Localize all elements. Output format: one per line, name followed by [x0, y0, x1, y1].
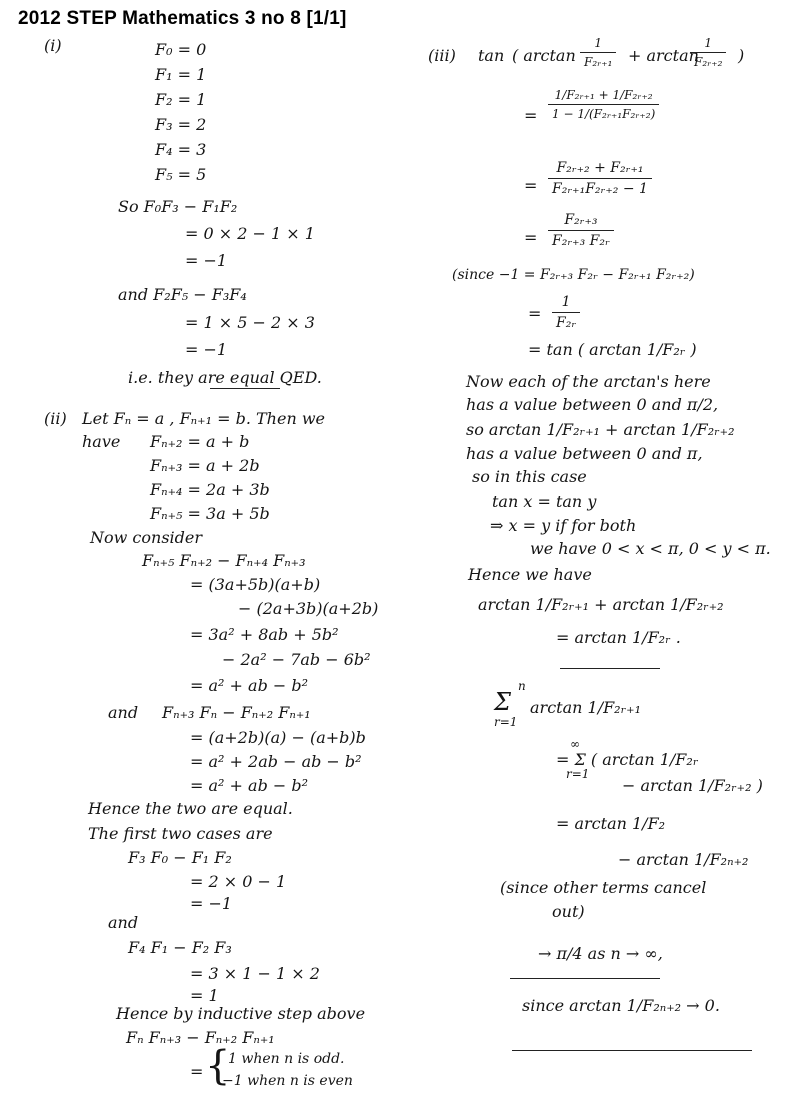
part-ii-label: (ii): [44, 409, 67, 428]
fraction: [548, 160, 652, 197]
line: r=1: [566, 767, 590, 781]
line: arctan 1/F₂ᵣ₊₁ + arctan 1/F₂ᵣ₊₂: [478, 595, 724, 614]
line: −1 when n is even: [222, 1073, 353, 1089]
line: = a² + 2ab − ab − b²: [190, 752, 362, 771]
fraction-denominator: F₂ᵣ₊₁F₂ᵣ₊₂ − 1: [552, 181, 648, 197]
line: =: [190, 1062, 204, 1081]
line: = 3a² + 8ab + 5b²: [190, 625, 339, 644]
fraction-numerator: F₂ᵣ₊₃: [548, 212, 614, 231]
line: have: [82, 432, 121, 451]
line-eq2: = −1: [185, 251, 228, 270]
line: 1 when n is odd.: [228, 1051, 345, 1067]
line-F5: F₅ = 5: [155, 165, 207, 184]
line: = −1: [190, 894, 233, 913]
line: = 3 × 1 − 1 × 2: [190, 964, 320, 983]
line: Hence by inductive step above: [116, 1004, 366, 1023]
line-F3: F₃ = 2: [155, 115, 207, 134]
fraction-denominator: F₂ᵣ₊₂: [694, 55, 723, 69]
fraction: [552, 294, 580, 331]
tan-label: tan: [478, 46, 505, 65]
line: so arctan 1/F₂ᵣ₊₁ + arctan 1/F₂ᵣ₊₂: [466, 420, 735, 439]
line: and: [108, 703, 139, 722]
line: F₃ F₀ − F₁ F₂: [128, 848, 232, 867]
fraction-denominator: 1 − 1/(F₂ᵣ₊₁F₂ᵣ₊₂): [552, 107, 656, 121]
line: = arctan 1/F₂: [556, 814, 666, 833]
line: =: [524, 228, 538, 247]
line: Let Fₙ = a , Fₙ₊₁ = b. Then we: [82, 409, 326, 428]
line: n: [518, 679, 526, 693]
brace-icon: {: [205, 1043, 231, 1089]
fraction: [580, 36, 616, 69]
line: → π/4 as n → ∞,: [538, 944, 663, 963]
line: so in this case: [472, 467, 587, 486]
fraction: [548, 212, 614, 249]
line: Fₙ₊₅ Fₙ₊₂ − Fₙ₊₄ Fₙ₊₃: [142, 551, 306, 570]
line: arctan 1/F₂ᵣ₊₁: [530, 698, 642, 717]
line: =: [524, 106, 538, 125]
divider: [560, 668, 660, 669]
line: Hence we have: [468, 565, 592, 584]
line: =: [528, 304, 542, 323]
line: Now consider: [90, 528, 202, 547]
fraction: [690, 36, 726, 69]
line: Hence the two are equal.: [88, 799, 293, 818]
fraction-denominator: F₂ᵣ₊₃ F₂ᵣ: [552, 233, 610, 249]
line: r=1: [494, 715, 518, 729]
fraction-denominator: F₂ᵣ₊₁: [584, 55, 613, 69]
line: + arctan: [628, 46, 699, 65]
line: out): [552, 902, 585, 921]
line: = a² + ab − b²: [190, 676, 309, 695]
line-F4: F₄ = 3: [155, 140, 207, 159]
line: − arctan 1/F₂ₙ₊₂: [618, 850, 749, 869]
fraction-numerator: F₂ᵣ₊₂ + F₂ᵣ₊₁: [548, 160, 652, 179]
line: ( arctan: [512, 46, 576, 65]
fraction-numerator: 1: [690, 36, 726, 53]
line: Fₙ₊₂ = a + b: [150, 432, 250, 451]
fraction: [548, 88, 659, 121]
line: = arctan 1/F₂ᵣ .: [556, 628, 681, 647]
part-i-label: (i): [44, 36, 62, 55]
line: − (2a+3b)(a+2b): [238, 599, 379, 618]
page-title: 2012 STEP Mathematics 3 no 8 [1/1]: [18, 8, 347, 29]
line: Fₙ₊₃ Fₙ − Fₙ₊₂ Fₙ₊₁: [162, 703, 311, 722]
line-eq1: = 0 × 2 − 1 × 1: [185, 224, 315, 243]
sigma-icon: Σ: [494, 688, 511, 716]
line-F1: F₁ = 1: [155, 65, 207, 84]
line: ∞: [570, 737, 580, 751]
line-eq3: = 1 × 5 − 2 × 3: [185, 313, 315, 332]
line: since arctan 1/F₂ₙ₊₂ → 0.: [522, 996, 720, 1015]
line: = 1: [190, 986, 219, 1005]
line: we have 0 < x < π, 0 < y < π.: [530, 539, 771, 558]
divider: [510, 978, 660, 979]
line: Fₙ₊₅ = 3a + 5b: [150, 504, 270, 523]
line: = 2 × 0 − 1: [190, 872, 287, 891]
line: = (3a+5b)(a+b): [190, 575, 321, 594]
line: = (a+2b)(a) − (a+b)b: [190, 728, 366, 747]
line: has a value between 0 and π/2,: [466, 395, 719, 414]
fraction-numerator: 1: [552, 294, 580, 313]
line: The first two cases are: [88, 824, 273, 843]
line: Now each of the arctan's here: [466, 372, 711, 391]
line: has a value between 0 and π,: [466, 444, 703, 463]
line: = a² + ab − b²: [190, 776, 309, 795]
part-iii-label: (iii): [428, 46, 456, 65]
line: tan x = tan y: [492, 492, 597, 511]
line: Fₙ₊₄ = 2a + 3b: [150, 480, 270, 499]
divider: [512, 1050, 752, 1051]
fraction-numerator: 1: [580, 36, 616, 53]
fraction-numerator: 1/F₂ᵣ₊₁ + 1/F₂ᵣ₊₂: [548, 88, 659, 105]
line: ⇒ x = y if for both: [490, 516, 637, 535]
line: F₄ F₁ − F₂ F₃: [128, 938, 232, 957]
line: =: [524, 176, 538, 195]
line-F0: F₀ = 0: [155, 40, 207, 59]
line: and: [108, 913, 139, 932]
line: Fₙ₊₃ = a + 2b: [150, 456, 260, 475]
line-F2: F₂ = 1: [155, 90, 207, 109]
line: ): [738, 46, 745, 65]
line: (since other terms cancel: [500, 878, 707, 897]
line-qed: i.e. they are equal QED.: [128, 368, 322, 387]
line: Fₙ Fₙ₊₃ − Fₙ₊₂ Fₙ₊₁: [126, 1028, 275, 1047]
line: − 2a² − 7ab − 6b²: [222, 650, 371, 669]
line: − arctan 1/F₂ᵣ₊₂ ): [622, 776, 763, 795]
line: = tan ( arctan 1/F₂ᵣ ): [528, 340, 697, 359]
underline: [210, 388, 280, 389]
line: (since −1 = F₂ᵣ₊₃ F₂ᵣ − F₂ᵣ₊₁ F₂ᵣ₊₂): [452, 267, 695, 283]
line: = Σ ( arctan 1/F₂ᵣ: [556, 750, 699, 769]
line-eq4: = −1: [185, 340, 228, 359]
line-so: So F₀F₃ − F₁F₂: [118, 197, 238, 216]
line-and: and F₂F₅ − F₃F₄: [118, 285, 247, 304]
fraction-denominator: F₂ᵣ: [556, 315, 577, 331]
